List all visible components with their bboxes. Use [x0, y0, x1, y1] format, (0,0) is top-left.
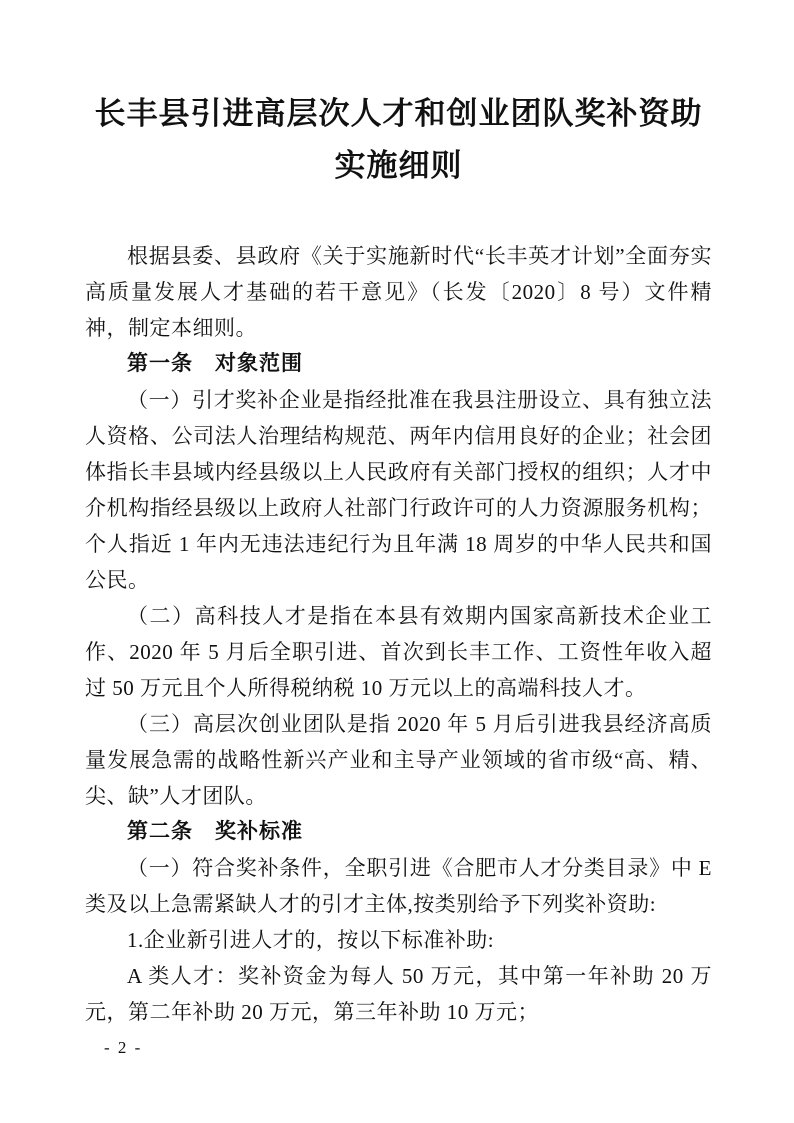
document-body [85, 238, 712, 1030]
paragraph-article1-item3: （三）高层次创业团队是指 2020 年 5 月后引进我县经济高质量发展急需的战略性新兴产业和主导产业领域的省市级“高、精、尖、缺”人才团队。 [85, 712, 712, 808]
document-title-line2: 实施细则 [334, 148, 463, 183]
paragraph-article1-item2: （二）高科技人才是指在本县有效期内国家高新技术企业工作、2020 年 5 月后全职引进、首次到长丰工作、工资性年收入超过 50 万元且个人所得税纳税 10 万元以上的高端科技人才。 [85, 604, 712, 700]
document-content [85, 88, 712, 1030]
paragraph-article2-class-a: A 类人才：奖补资金为每人 50 万元，其中第一年补助 20 万元，第二年补助 20 万元，第三年补助 10 万元； [85, 964, 712, 1024]
paragraph-intro: 根据县委、县政府《关于实施新时代“长丰英才计划”全面夯实高质量发展人才基础的若干意见》（长发〔2020〕8 号）文件精神，制定本细则。 [85, 244, 712, 340]
document-title [85, 88, 712, 192]
paragraph-article2-subitem1: 1.企业新引进人才的，按以下标准补助: [127, 928, 495, 952]
section-heading-article-2: 第二条 奖补标准 [127, 820, 303, 843]
section-heading-article-1: 第一条 对象范围 [127, 352, 303, 375]
page-number: - 2 - [104, 1038, 143, 1057]
paragraph-article1-item1: （一）引才奖补企业是指经批准在我县注册设立、具有独立法人资格、公司法人治理结构规范、两年内信用良好的企业；社会团体指长丰县域内经县级以上人民政府有关部门授权的组织；人才中介机构指经县级以上政府人社部门行政许可的人力资源服务机构；个人指近 1 年内无违法违纪行为且年满 18 周岁的中华人民共和国公民。 [85, 388, 712, 592]
document-title-line1: 长丰县引进高层次人才和创业团队奖补资助 [94, 96, 703, 131]
paragraph-article2-item1: （一）符合奖补条件，全职引进《合肥市人才分类目录》中 E 类及以上急需紧缺人才的引才主体,按类别给予下列奖补资助: [85, 856, 712, 916]
